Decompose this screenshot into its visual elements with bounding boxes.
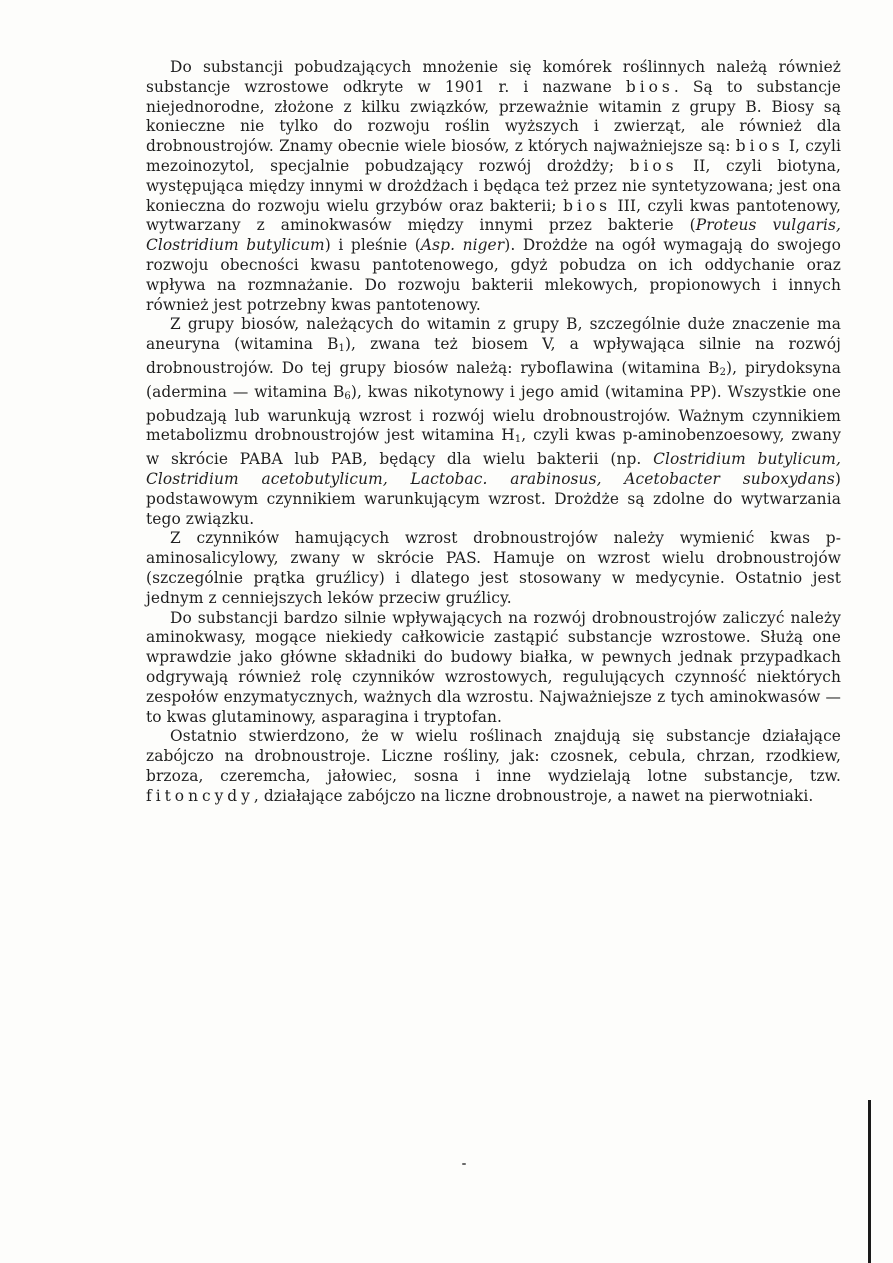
text-segment: Z grupy biosów, należących do witamin z grupy B, szczególnie duże znaczenie ma aneuryna (witamina B (146, 315, 841, 354)
text-segment: ) i pleśnie ( (324, 236, 421, 255)
text-segment: , czyli kwas p-aminobenzoesowy, zwany w skrócie PABA lub PAB, będący dla wielu bakterii (np. (146, 426, 841, 469)
text-segment: Ostatnio stwierdzono, że w wielu roślinach znajdują się substancje działające zabójczo na drobnoustroje. Liczne rośliny, jak: czosnek, cebula, chrzan, rzodkiew, brzoza, czeremcha, jałowiec, sosna i inne wydzielają lotne substancje, tzw. (146, 727, 841, 785)
text-segment: 6 (344, 390, 351, 402)
paragraph-phytoncides (146, 727, 841, 806)
text-segment: Proteus vulgaris, Clostridium butylicum (146, 216, 841, 255)
scan-speck (462, 1163, 466, 1165)
text-segment: fitoncydy (146, 786, 254, 805)
text-segment: ) podstawowym czynnikiem warunkującym wzrost. Drożdże są zdolne do wytwarzania tego związku. (146, 469, 841, 528)
text-segment: 1 (338, 343, 345, 355)
paragraph-amino-acids (146, 609, 841, 728)
paragraph-pas (146, 529, 841, 608)
text-segment: Do substancji pobudzających mnożenie się komórek roślinnych należą również substancje wzrostowe odkryte w 1901 r. i nazwane (146, 58, 841, 96)
text-segment: bios (625, 77, 674, 96)
text-segment: Asp. niger (420, 236, 505, 255)
text-segment: Clostridium butylicum, Clostridium acetobutylicum, Lactobac. arabinosus, Acetobacter suboxydans (146, 450, 841, 488)
text-segment: ). Drożdże na ogół wymagają do swojego rozwoju obecności kwasu pantotenowego, gdyż pobudza on ich oddychanie oraz wpływa na rozmnażanie. Do rozwoju bakterii mlekowych, propionowych i innych również jest potrzebny kwas pantotenowy. (146, 236, 841, 314)
text-segment: bios (735, 137, 784, 156)
text-segment: ), pirydoksyna (adermina — witamina B (146, 358, 841, 401)
scan-edge-line (868, 1100, 871, 1263)
text-segment: III, czyli kwas pantotenowy, wytwarzany z aminokwasów między innymi przez bakterie ( (146, 196, 841, 235)
text-segment: II, czyli biotyna, występująca między innymi w drożdżach i będąca też przez nie syntetyzowana; jest ona konieczna do rozwoju wielu grzybów oraz bakterii; (146, 156, 842, 215)
text-segment: bios (563, 196, 612, 215)
text-segment: , działające zabójczo na liczne drobnoustroje, a nawet na pierwotniaki. (253, 786, 814, 805)
paragraph-vitamins-b (146, 315, 841, 529)
text-segment: bios (629, 156, 678, 175)
paragraph-bios (146, 58, 841, 315)
text-segment: ), zwana też biosem V, a wpływająca silnie na rozwój drobnoustrojów. Do tej grupy biosów należą: ryboflawina (witamina B (146, 335, 841, 377)
document-body (146, 58, 841, 806)
text-segment: . Są to substancje niejednorodne, złożone z kilku związków, przeważnie witamin z grupy B. Biosy są konieczne nie tylko do rozwoju roślin wyższych i zwierząt, ale również dla drobnoustrojów. Znamy obecnie wiele biosów, z których najważniejsze są: (146, 77, 841, 156)
text-segment: Do substancji bardzo silnie wpływających na rozwój drobnoustrojów zaliczyć należy aminokwasy, mogące niekiedy całkowicie zastąpić substancje wzrostowe. Służą one wprawdzie jako główne składniki do budowy białka, w pewnych jednak przypadkach odgrywają również rolę czynników wzrostowych, regulujących czynność niektórych zespołów enzymatycznych, ważnych dla wzrostu. Najważniejsze z tych aminokwasów — to kwas glutaminowy, asparagina i tryptofan. (146, 608, 841, 726)
text-segment: 1 (514, 434, 522, 446)
text-segment: 2 (719, 366, 727, 378)
text-segment: I, czyli mezoinozytol, specjalnie pobudzający rozwój drożdży; (146, 137, 841, 175)
text-segment: Z czynników hamujących wzrost drobnoustrojów należy wymienić kwas p-aminosalicylowy, zwany w skrócie PAS. Hamuje on wzrost wielu drobnoustrojów (szczególnie prątka gruźlicy) i dlatego jest stosowany w medycynie. Ostatnio jest jednym z cenniejszych leków przeciw gruźlicy. (146, 529, 841, 607)
text-segment: ), kwas nikotynowy i jego amid (witamina PP). Wszystkie one pobudzają lub warunkują wzrost i rozwój wielu drobnoustrojów. Ważnym czynnikiem metabolizmu drobnoustrojów jest witamina H (146, 382, 841, 445)
